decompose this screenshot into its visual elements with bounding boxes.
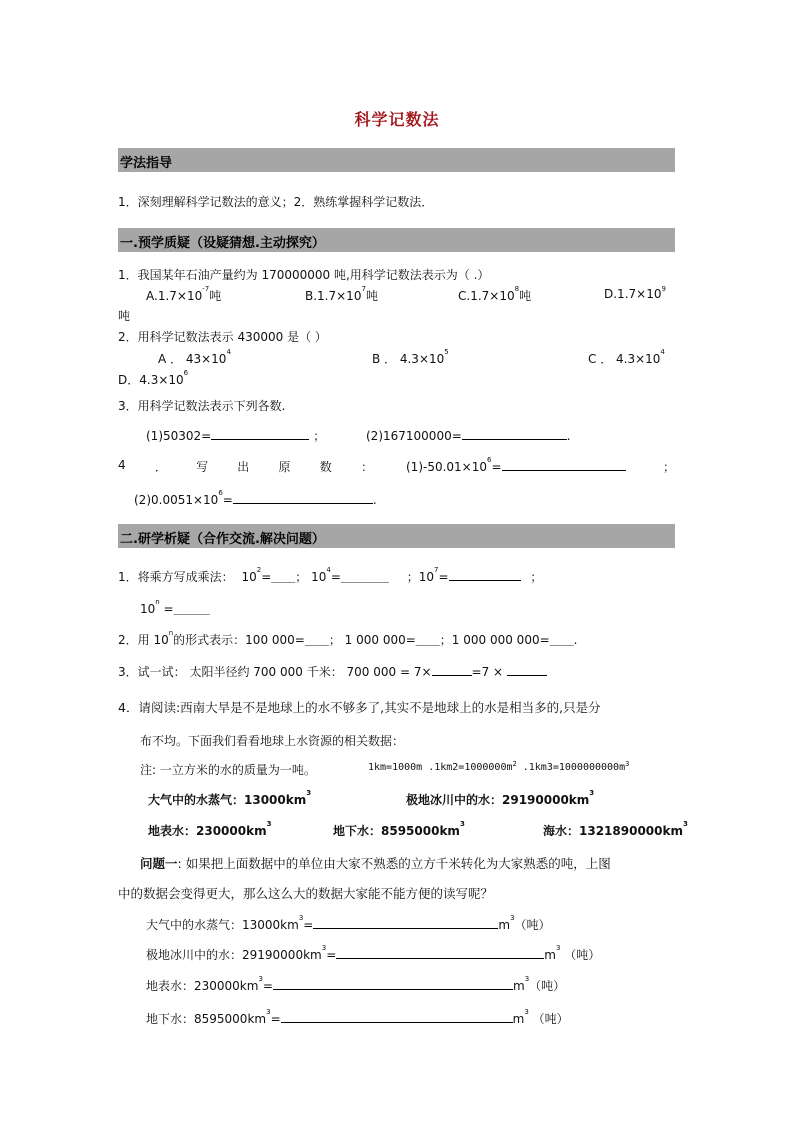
section-title-guide: 学法指导 (120, 156, 173, 171)
answer-surface-blank[interactable] (273, 977, 513, 990)
answer-ground-blank[interactable] (281, 1010, 513, 1023)
q3-blank-1[interactable] (211, 427, 309, 440)
problem-line2: 中的数据会变得更大，那么这么大的数据大家能不能方便的读写呢？ (118, 886, 494, 901)
q3-part1: (1)50302= ； (146, 429, 326, 443)
s2q1-blank[interactable] (449, 568, 521, 581)
s2q1-line: 1．将乘方写成乘法： $10^2=\_\_$； $10^4=\_\_\_\_$ ；$10^7=$ ； (118, 566, 543, 584)
q2-option-a: A ． $43\times 10^4$ (158, 348, 231, 366)
section-title-preview: 一.预学质疑（设疑猜想.主动探究） (120, 236, 325, 251)
section-bar-preview (118, 228, 675, 252)
q3-part2: (2)167100000= . (366, 429, 571, 443)
page-title: 科学记数法 (354, 110, 440, 129)
answer-polar: 极地冰川中的水：$29190000km^3= m^3$ （吨） (146, 944, 601, 962)
guide-text: 1．深刻理解科学记数法的意义；2．熟练掌握科学记数法． (118, 195, 434, 209)
data-surface: 地表水：$230000km^3$ (148, 820, 272, 838)
answer-vapor-blank[interactable] (313, 916, 498, 929)
s2q1-line2: $10^n$ =＿＿＿ (140, 598, 210, 616)
q1-text: 1．我国某年石油产量约为 170000000 吨,用科学记数法表示为（ .） (118, 268, 490, 282)
q3-text: 3．用科学记数法表示下列各数. (118, 399, 286, 413)
q3-blank-2[interactable] (462, 427, 567, 440)
q1-wrap: 吨 (118, 309, 131, 323)
s2q4-line2: 布不均。下面我们看看地球上水资源的相关数据： (140, 734, 405, 748)
data-vapor: 大气中的水蒸气：$13000km^3$ (148, 789, 312, 807)
data-polar: 极地冰川中的水：$29190000km^3$ (406, 789, 595, 807)
q2-option-d: D．$4.3\times 10^6$ (118, 369, 189, 387)
answer-vapor: 大气中的水蒸气：$13000km^3= m^3$（吨） (146, 914, 551, 932)
q4-blank-2[interactable] (233, 491, 373, 504)
q4-part1-end: ； (663, 460, 676, 474)
q1-option-d: $D.1.7\times 10^9$ (604, 285, 666, 301)
q4-blank-1[interactable] (502, 458, 626, 471)
q2-option-b: B ． $4.3\times 10^5$ (372, 348, 449, 366)
q4-part2: $(2)0.0051\times 10^6=$ . (134, 489, 377, 507)
s2q3-line: 3．试一试： 太阳半径约 700 000 千米： 700 000 = 7× =7 × (118, 663, 547, 680)
q4-part1: $(1)-50.01\times 10^6=$ (406, 458, 626, 474)
problem-line1: 问题一: 如果把上面数据中的单位由大家不熟悉的立方千米转化为大家熟悉的吨，上图 (140, 856, 611, 871)
q4-lead: 4 ． 写 出 原 数 ： (118, 458, 373, 474)
s2q4-line1: 4．请阅读:西南大旱是不是地球上的水不够多了,其实不是地球上的水是相当多的,只是分 (118, 700, 601, 715)
q1-option-b: $B.1.7\times 10^7$吨 (305, 285, 378, 303)
answer-ground: 地下水：$8595000km^3= m^3$ （吨） (146, 1008, 569, 1026)
s2q3-blank-2[interactable] (507, 663, 547, 676)
answer-surface: 地表水：$230000km^3= m^3$（吨） (146, 975, 566, 993)
q1-option-a: $A.1.7\times 10^{-7}$吨 (146, 285, 222, 303)
s2q2-line: 2．用 10$^n$的形式表示：100 000=＿＿； 1 000 000=＿＿；1 000 000 000=＿＿. (118, 629, 578, 647)
data-sea: 海水：$1321890000km^3$ (543, 820, 688, 838)
data-ground: 地下水：$8595000km^3$ (333, 820, 465, 838)
q2-text: 2．用科学记数法表示 430000 是（ ） (118, 330, 327, 344)
q1-option-c: $C.1.7\times 10^8$吨 (458, 285, 532, 303)
section-bar-guide (118, 148, 675, 172)
s2q4-note: 注: 一立方米的水的质量为一吨。 (140, 763, 316, 777)
section-title-study: 二.研学析疑（合作交流.解决问题） (120, 532, 325, 547)
s2q4-units: 1km=1000m $.1km2=1000000m^2$ $.1km3=1000000000m^3$ (368, 760, 630, 773)
s2q3-blank-1[interactable] (432, 663, 472, 676)
section-bar-study (118, 524, 675, 548)
q2-option-c: C ． $4.3\times 10^4$ (588, 348, 665, 366)
answer-polar-blank[interactable] (336, 946, 544, 959)
